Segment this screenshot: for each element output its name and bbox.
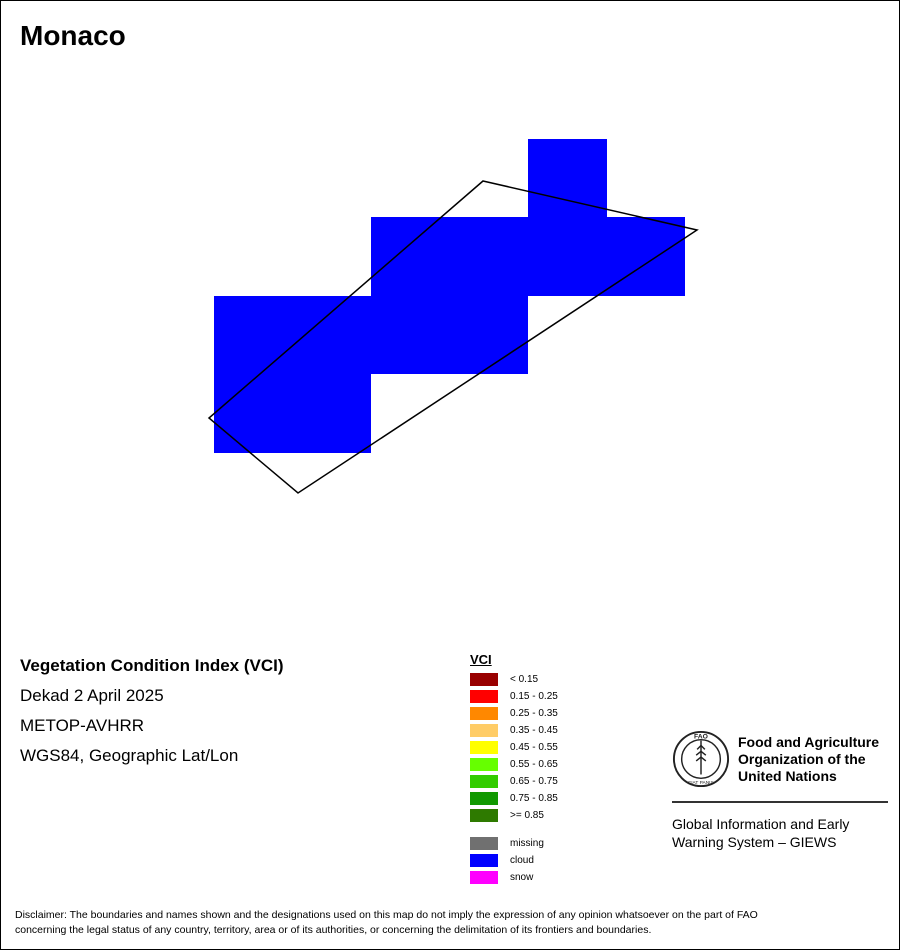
legend-special [470,835,558,886]
map-title: Monaco [20,20,126,51]
legend-swatch [470,871,498,884]
sensor-label: METOP-AVHRR [20,716,145,735]
legend-item-missing [470,835,558,852]
legend-label: >= 0.85 [510,810,544,821]
legend-swatch [470,673,498,686]
legend-swatch [470,724,498,737]
legend-title: VCI [470,652,492,667]
legend-swatch [470,707,498,720]
cloud-pixels [214,139,685,453]
disclaimer-line: Disclaimer: The boundaries and names shown and the designations used on this map do not imply the expression of any opinion whatsoever on the part of FAO [15,909,758,921]
legend [470,652,558,886]
legend-item [470,756,558,773]
giews-label [672,815,888,851]
fao-logo [672,730,730,788]
fao-branding [672,730,888,851]
legend-label: 0.25 - 0.35 [510,708,558,719]
projection-label: WGS84, Geographic Lat/Lon [20,746,239,765]
legend-swatch [470,837,498,850]
period-label: Dekad 2 April 2025 [20,686,164,705]
legend-label: < 0.15 [510,674,539,685]
legend-item [470,807,558,824]
fao-name-line: Organization of the [738,751,866,767]
legend-label: 0.55 - 0.65 [510,759,558,770]
legend-label: 0.35 - 0.45 [510,725,558,736]
giews-line: Warning System – GIEWS [672,834,837,850]
legend-label: cloud [510,855,534,866]
legend-item [470,722,558,739]
fao-logo-text: FAO [694,733,708,741]
cloud-pixel [371,217,685,296]
legend-swatch [470,758,498,771]
legend-item [470,688,558,705]
fao-name-line: United Nations [738,768,837,784]
legend-swatch [470,775,498,788]
legend-swatch [470,741,498,754]
fao-name [738,734,879,785]
legend-classes [470,671,558,824]
legend-swatch [470,809,498,822]
legend-item [470,705,558,722]
cloud-pixel [528,139,607,217]
map-info [20,656,284,776]
index-name: Vegetation Condition Index (VCI) [20,656,284,675]
legend-swatch [470,854,498,867]
disclaimer [15,908,885,938]
legend-item [470,739,558,756]
legend-label: snow [510,872,534,883]
fao-name-line: Food and Agriculture [738,734,880,750]
legend-item [470,790,558,807]
legend-item [470,671,558,688]
legend-item-cloud [470,852,558,869]
legend-label: 0.45 - 0.55 [510,742,558,753]
fao-logo-motto: FIAT PANIS [688,781,714,787]
disclaimer-line: concerning the legal status of any country, territory, area or of its authorities, or concerning the delimitation of its frontiers and boundaries. [15,924,652,936]
legend-label: 0.15 - 0.25 [510,691,558,702]
legend-swatch [470,792,498,805]
legend-label: missing [510,838,544,849]
cloud-pixel [214,296,528,374]
legend-item [470,773,558,790]
legend-label: 0.75 - 0.85 [510,793,558,804]
legend-label: 0.65 - 0.75 [510,776,558,787]
giews-line: Global Information and Early [672,816,850,832]
legend-swatch [470,690,498,703]
legend-item-snow [470,869,558,886]
fao-divider [672,801,888,803]
